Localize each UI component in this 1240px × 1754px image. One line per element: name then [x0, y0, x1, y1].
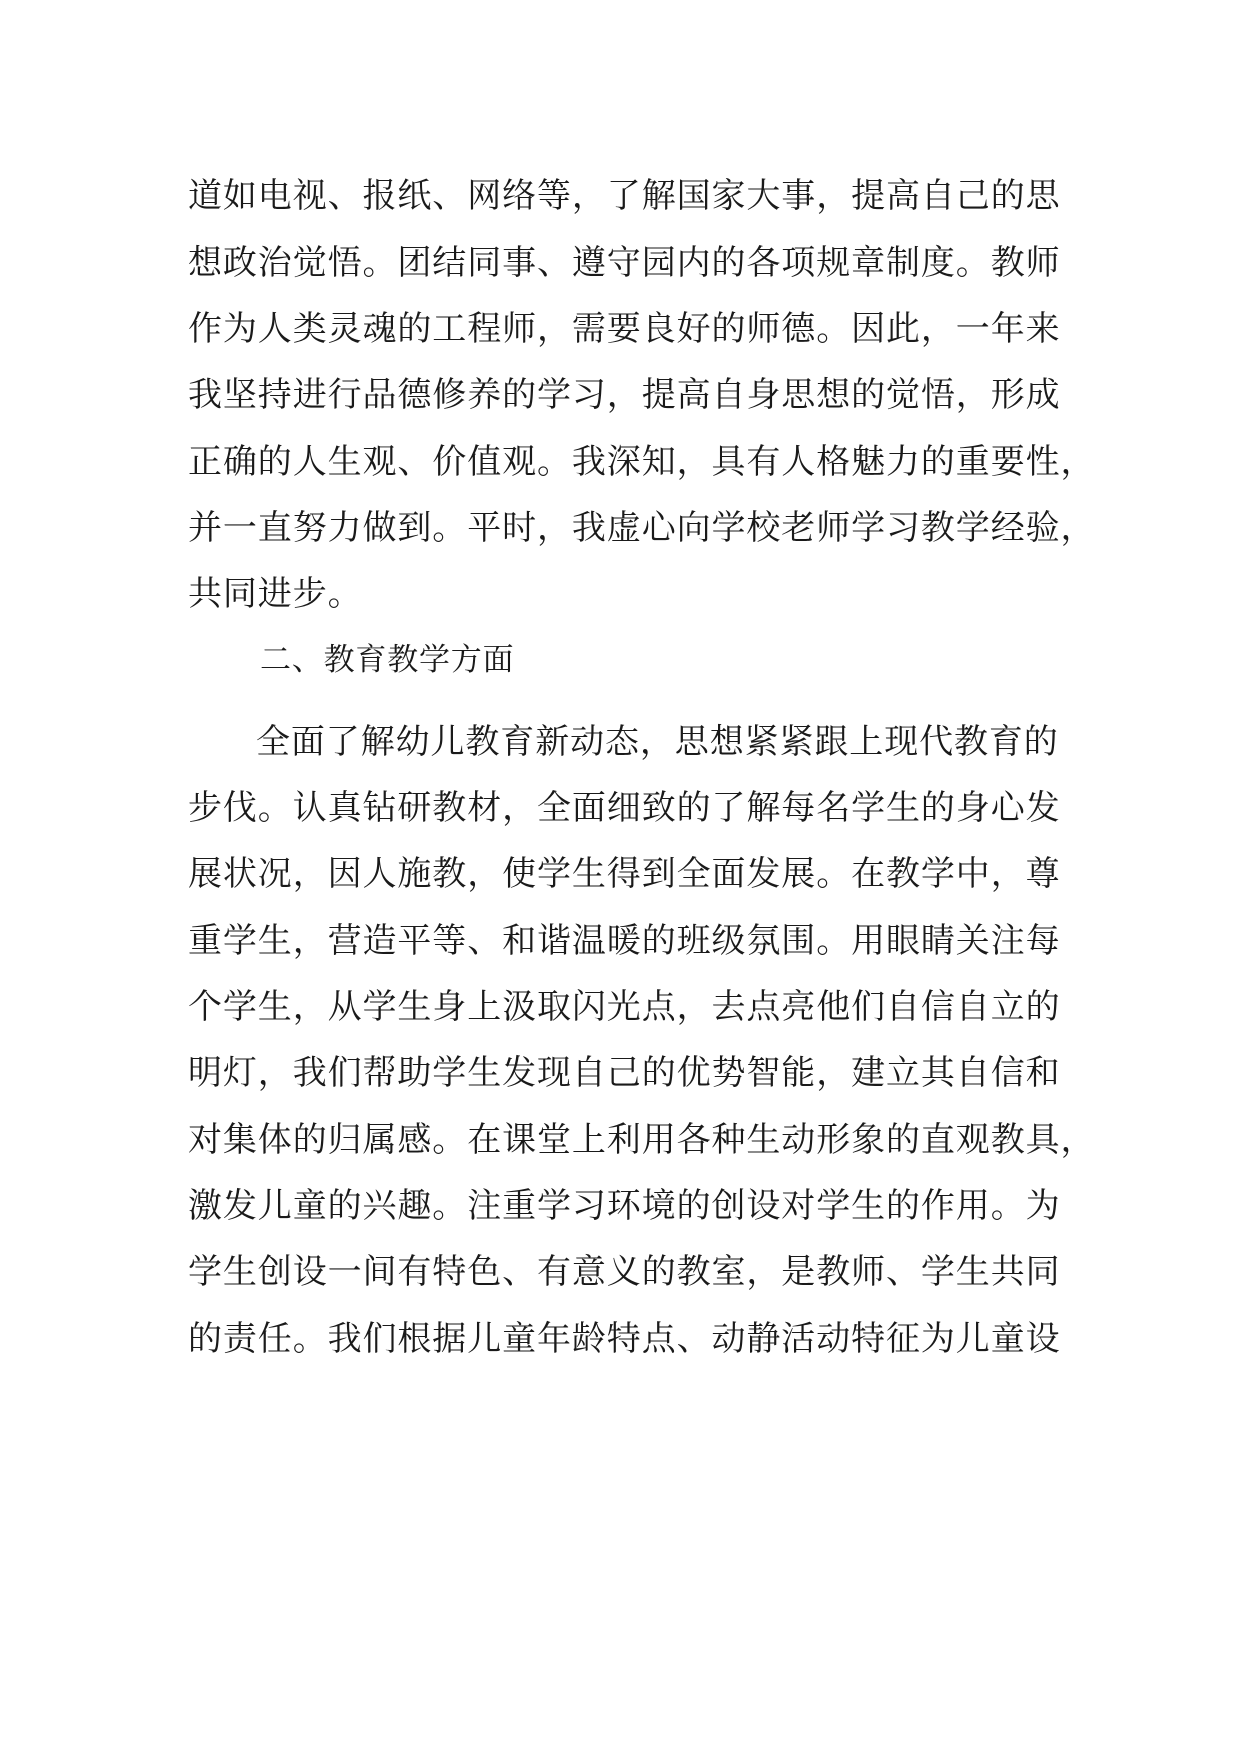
- paragraph-2-line-3: 展状况，因人施教，使学生得到全面发展。在教学中，尊: [188, 854, 1061, 894]
- paragraph-2-line-9: 学生创设一间有特色、有意义的教室，是教师、学生共同: [188, 1252, 1061, 1292]
- paragraph-1-line-7: 共同进步。: [188, 574, 363, 614]
- paragraph-1-line-1: 道如电视、报纸、网络等，了解国家大事，提高自己的思: [188, 176, 1061, 216]
- paragraph-2-line-2: 步伐。认真钻研教材，全面细致的了解每名学生的身心发: [188, 788, 1061, 828]
- paragraph-1-line-5: 正确的人生观、价值观。我深知，具有人格魅力的重要性，: [188, 442, 1096, 482]
- paragraph-2-line-7: 对集体的归属感。在课堂上利用各种生动形象的直观教具，: [188, 1120, 1096, 1160]
- paragraph-1-line-6: 并一直努力做到。平时，我虚心向学校老师学习教学经验，: [188, 508, 1096, 548]
- paragraph-1-line-2: 想政治觉悟。团结同事、遵守园内的各项规章制度。教师: [188, 243, 1061, 283]
- section-heading: 二、教育教学方面: [260, 642, 515, 678]
- paragraph-1-line-3: 作为人类灵魂的工程师，需要良好的师德。因此，一年来: [188, 309, 1061, 349]
- paragraph-2-line-10: 的责任。我们根据儿童年龄特点、动静活动特征为儿童设: [188, 1319, 1061, 1359]
- paragraph-2-line-4: 重学生，营造平等、和谐温暖的班级氛围。用眼睛关注每: [188, 921, 1061, 961]
- paragraph-2-line-6: 明灯，我们帮助学生发现自己的优势智能，建立其自信和: [188, 1053, 1061, 1093]
- paragraph-2-line-8: 激发儿童的兴趣。注重学习环境的创设对学生的作用。为: [188, 1186, 1061, 1226]
- paragraph-1-line-4: 我坚持进行品德修养的学习，提高自身思想的觉悟，形成: [188, 375, 1061, 415]
- paragraph-2-line-1: 全面了解幼儿教育新动态，思想紧紧跟上现代教育的: [256, 722, 1059, 762]
- paragraph-2-line-5: 个学生，从学生身上汲取闪光点，去点亮他们自信自立的: [188, 987, 1061, 1027]
